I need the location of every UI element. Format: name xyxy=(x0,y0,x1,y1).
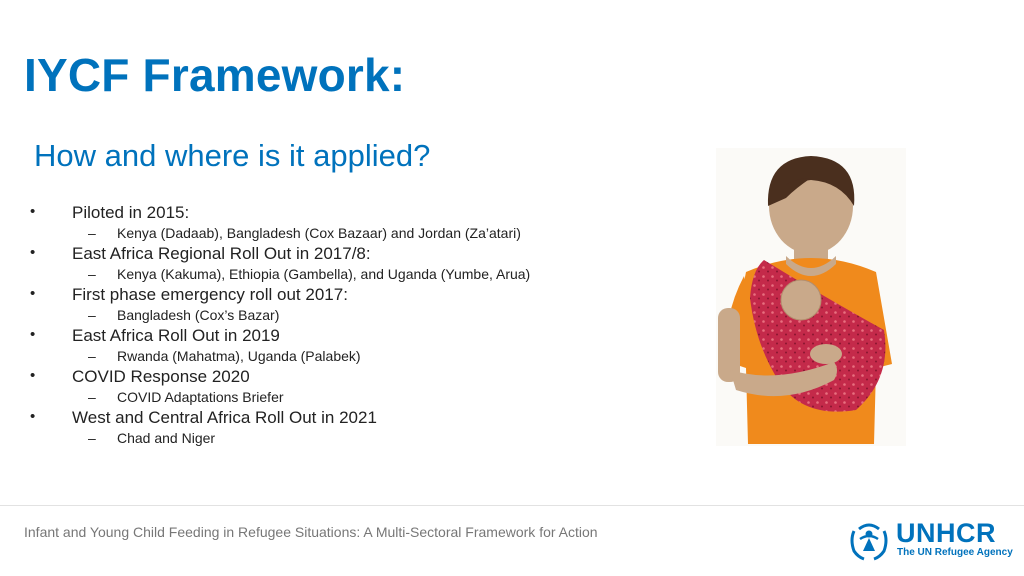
bullet-text: East Africa Roll Out in 2019 xyxy=(72,326,280,345)
bullet-text: COVID Response 2020 xyxy=(72,367,250,386)
sub-bullet-item xyxy=(88,428,670,448)
bullet-list xyxy=(30,202,670,448)
unhcr-logo xyxy=(848,516,1013,562)
sub-bullet-text: Kenya (Dadaab), Bangladesh (Cox Bazaar) and Jordan (Za’atari) xyxy=(117,225,521,241)
mother-carrying-baby-illustration xyxy=(716,148,906,446)
logo-wordmark: UNHCR xyxy=(896,518,996,548)
sub-bullet-marker: – xyxy=(88,348,96,364)
bullet-text: East Africa Regional Roll Out in 2017/8: xyxy=(72,244,371,263)
bullet-item xyxy=(30,407,670,448)
sub-bullet-marker: – xyxy=(88,225,96,241)
sub-bullet-marker: – xyxy=(88,430,96,446)
sub-bullet-list xyxy=(72,428,670,448)
bullet-marker: • xyxy=(30,244,36,261)
sub-bullet-text: Kenya (Kakuma), Ethiopia (Gambella), and Uganda (Yumbe, Arua) xyxy=(117,266,531,282)
sub-bullet-item xyxy=(88,346,670,366)
sub-bullet-marker: – xyxy=(88,389,96,405)
bullet-marker: • xyxy=(30,326,36,343)
sub-bullet-marker: – xyxy=(88,307,96,323)
unhcr-emblem-icon xyxy=(848,519,890,561)
bullet-marker: • xyxy=(30,285,36,302)
sub-bullet-list xyxy=(72,346,670,366)
slide-subtitle: How and where is it applied? xyxy=(34,138,431,173)
bullet-item xyxy=(30,325,670,366)
bullet-item xyxy=(30,284,670,325)
logo-tagline: The UN Refugee Agency xyxy=(897,547,1013,558)
sub-bullet-text: Chad and Niger xyxy=(117,430,216,446)
bullet-marker: • xyxy=(30,408,36,425)
sub-bullet-text: Bangladesh (Cox’s Bazar) xyxy=(117,307,280,323)
footer-divider xyxy=(0,505,1024,506)
slide-title: IYCF Framework: xyxy=(24,49,406,101)
bullet-marker: • xyxy=(30,203,36,220)
bullet-text: Piloted in 2015: xyxy=(72,203,190,222)
sub-bullet-list xyxy=(72,264,670,284)
sub-bullet-text: COVID Adaptations Briefer xyxy=(117,389,284,405)
bullet-item xyxy=(30,202,670,243)
sub-bullet-marker: – xyxy=(88,266,96,282)
bullet-item xyxy=(30,366,670,407)
bullet-item xyxy=(30,243,670,284)
footer-text: Infant and Young Child Feeding in Refugee Situations: A Multi-Sectoral Framework for Action xyxy=(24,524,598,540)
sub-bullet-list xyxy=(72,223,670,243)
bullet-text: First phase emergency roll out 2017: xyxy=(72,285,348,304)
bullet-text: West and Central Africa Roll Out in 2021 xyxy=(72,408,377,427)
sub-bullet-item xyxy=(88,387,670,407)
sub-bullet-item xyxy=(88,223,670,243)
sub-bullet-list xyxy=(72,305,670,325)
sub-bullet-text: Rwanda (Mahatma), Uganda (Palabek) xyxy=(117,348,361,364)
sub-bullet-item xyxy=(88,305,670,325)
sub-bullet-list xyxy=(72,387,670,407)
bullet-marker: • xyxy=(30,367,36,384)
sub-bullet-item xyxy=(88,264,670,284)
